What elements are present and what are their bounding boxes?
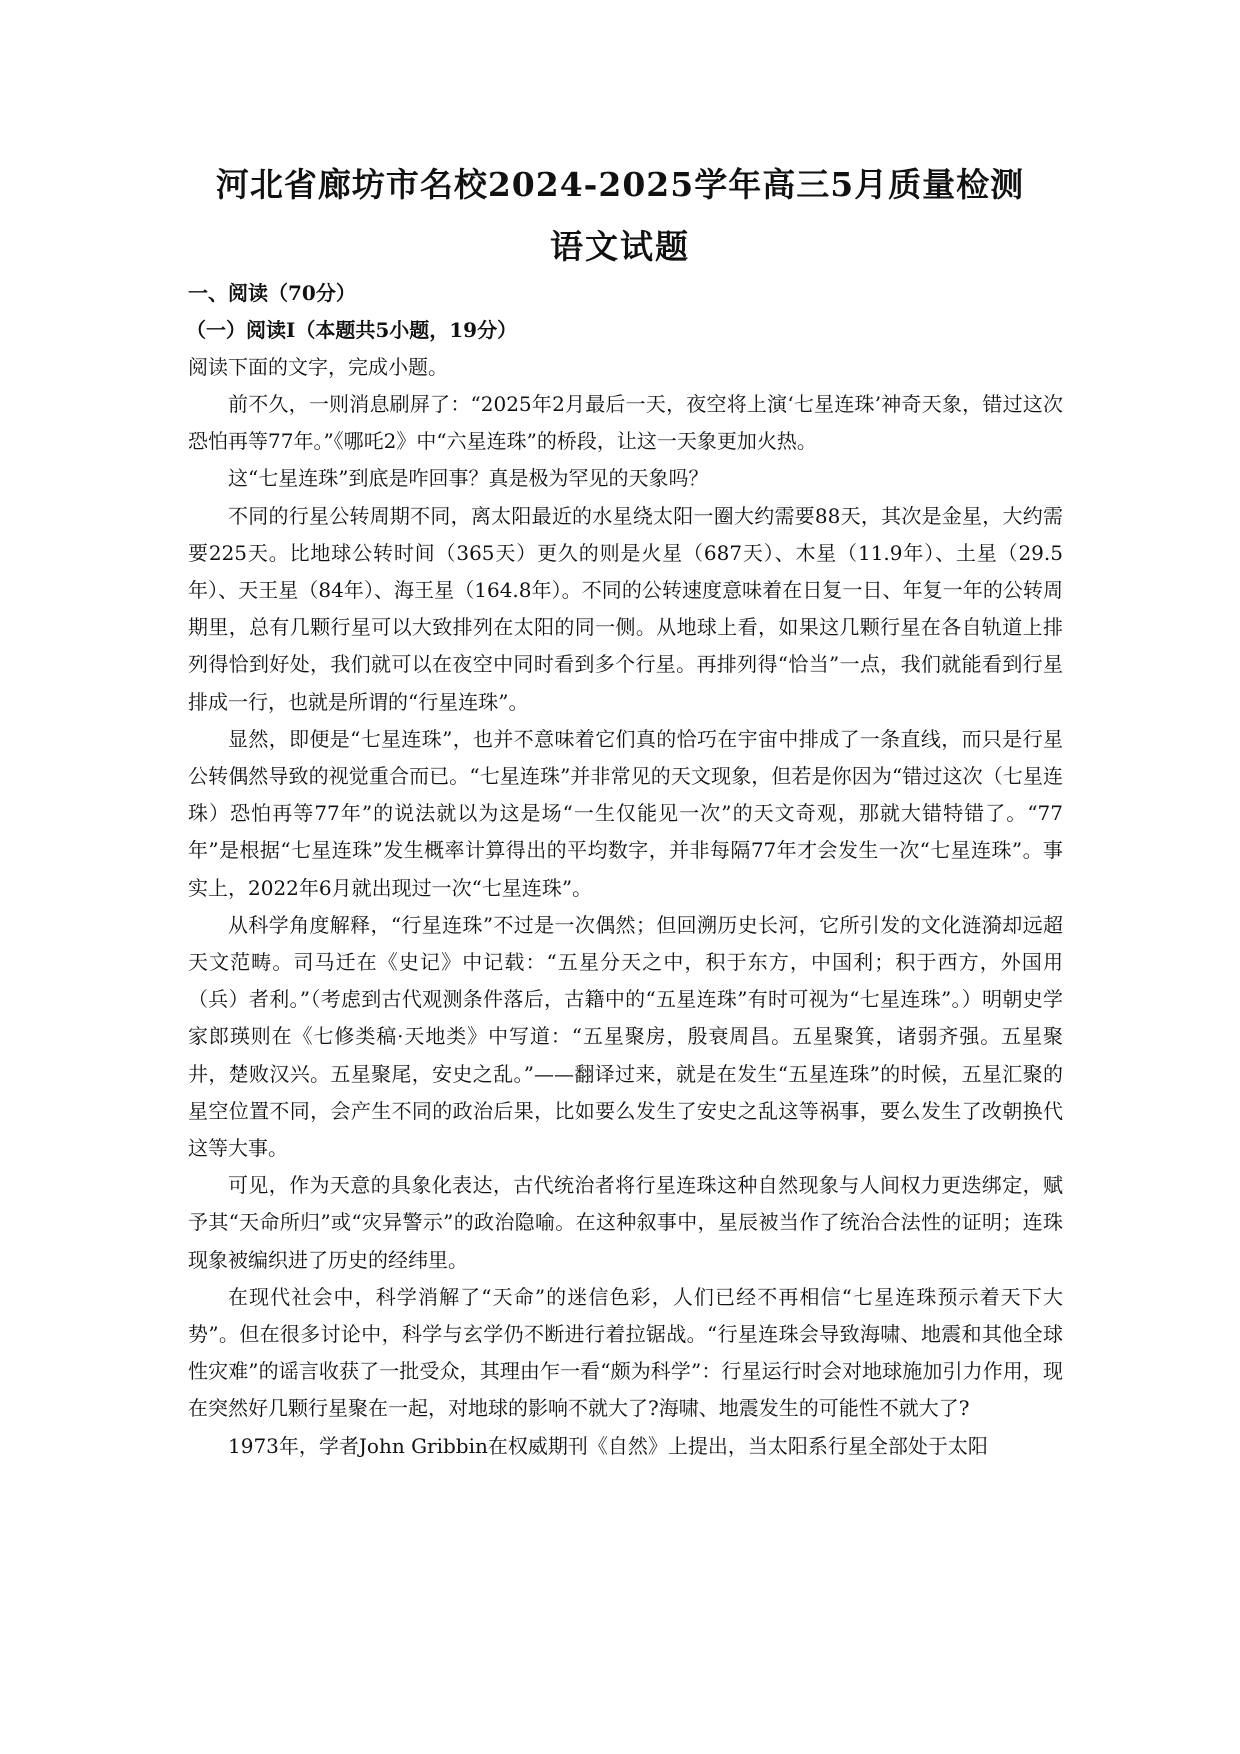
paragraph: 不同的行星公转周期不同，离太阳最近的水星绕太阳一圈大约需要88天，其次是金星，大约需要225天。比地球公转时间（365天）更久的则是火星（687天）、木星（11.9年）、土星（29.5年）、天王星（84年）、海王星（164.8年）。不同的公转速度意味着在日复一日、年复一年的公转周期里，总有几颗行星可以大致排列在太阳的同一侧。从地球上看，如果这几颗行星在各自轨道上排列得恰到好处，我们就可以在夜空中同时看到多个行星。再排列得“恰当”一点，我们就能看到行星排成一行，也就是所谓的“行星连珠”。 bbox=[188, 503, 1063, 714]
paragraph: 显然，即便是“七星连珠”，也并不意味着它们真的恰巧在宇宙中排成了一条直线，而只是行星公转偶然导致的视觉重合而已。“七星连珠”并非常见的天文现象，但若是你因为“错过这次（七星连珠）恐怕再等77年”的说法就以为这是场“一生仅能见一次”的天文奇观，那就大错特错了。“77年”是根据“七星连珠”发生概率计算得出的平均数字，并非每隔77年才会发生一次“七星连珠”。事实上，2022年6月就出现过一次“七星连珠”。 bbox=[188, 726, 1063, 900]
instruction-text: 阅读下面的文字，完成小题。 bbox=[188, 355, 448, 379]
paragraph: 1973年，学者John Gribbin在权威期刊《自然》上提出，当太阳系行星全部处于太阳 bbox=[228, 1433, 988, 1458]
document-body bbox=[188, 275, 1063, 1465]
document-title: 河北省廊坊市名校2024-2025学年高三5月质量检测 bbox=[215, 165, 1025, 204]
paragraph: 可见，作为天意的具象化表达，古代统治者将行星连珠这种自然现象与人间权力更迭绑定，赋予其“天命所归”或“灾异警示”的政治隐喻。在这种叙事中，星辰被当作了统治合法性的证明；连珠现象被编织进了历史的经纬里。 bbox=[188, 1173, 1063, 1272]
paragraph: 在现代社会中，科学消解了“天命”的迷信色彩，人们已经不再相信“七星连珠预示着天下大势”。但在很多讨论中，科学与玄学仍不断进行着拉锯战。“行星连珠会导致海啸、地震和其他全球性灾难”的谣言收获了一批受众，其理由乍一看“颇为科学”：行星运行时会对地球施加引力作用，现在突然好几颗行星聚在一起，对地球的影响不就大了?海啸、地震发生的可能性不就大了? bbox=[188, 1284, 1063, 1421]
section-heading: 一、阅读（70分） bbox=[188, 281, 356, 305]
paragraph: 这“七星连珠”到底是咋回事？真是极为罕见的天象吗？ bbox=[228, 466, 709, 491]
subsection-heading: （一）阅读I（本题共5小题，19分） bbox=[186, 318, 518, 342]
paragraph: 从科学角度解释，“行星连珠”不过是一次偶然；但回溯历史长河，它所引发的文化涟漪却远超天文范畴。司马迁在《史记》中记载：“五星分天之中，积于东方，中国利；积于西方，外国用（兵）者利。”（考虑到古代观测条件落后，古籍中的“五星连珠”有时可视为“七星连珠”。）明朝史学家郎瑛则在《七修类稿·天地类》中写道：“五星聚房，殷衰周昌。五星聚箕，诸弱齐强。五星聚井，楚败汉兴。五星聚尾，安史之乱。”——翻译过来，就是在发生“五星连珠”的时候，五星汇聚的星空位置不同，会产生不同的政治后果，比如要么发生了安史之乱这等祸事，要么发生了改朝换代这等大事。 bbox=[188, 912, 1063, 1161]
paragraph: 前不久，一则消息刷屏了：“2025年2月最后一天，夜空将上演‘七星连珠’神奇天象，错过这次恐怕再等77年。”《哪吒2》中“六星连珠”的桥段，让这一天象更加火热。 bbox=[188, 392, 1063, 454]
document-subtitle: 语文试题 bbox=[550, 227, 690, 266]
